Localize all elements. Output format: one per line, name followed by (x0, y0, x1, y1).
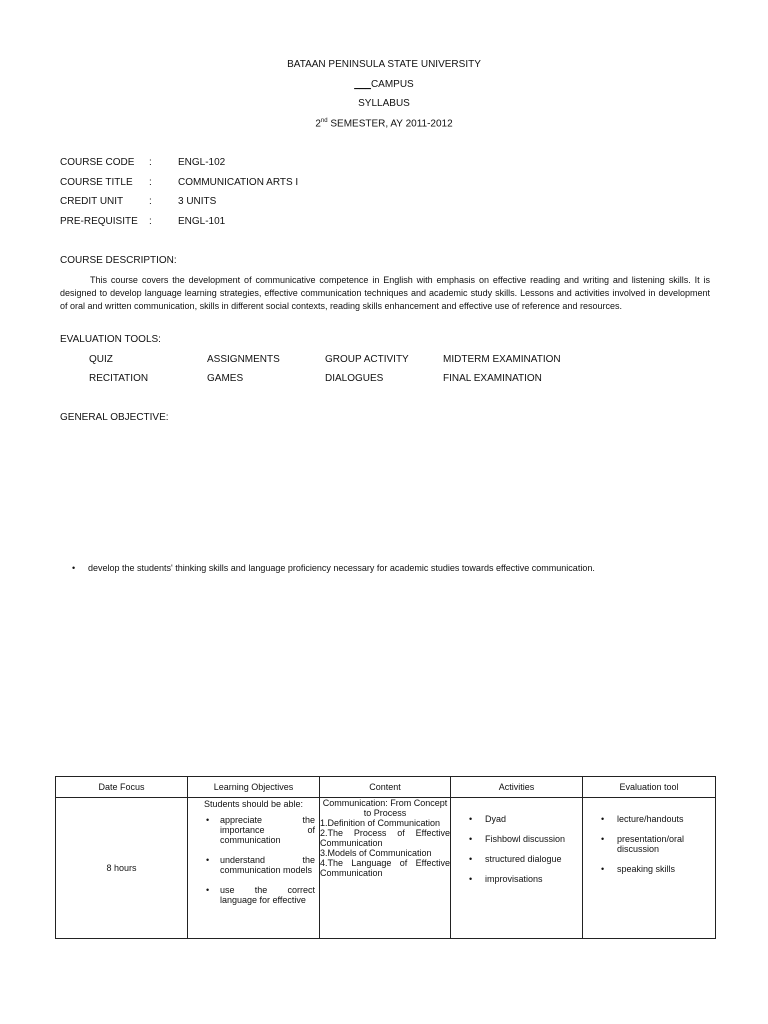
header-learning-objectives: Learning Objectives (188, 777, 320, 798)
credit-unit-colon: : (149, 196, 152, 207)
campus-label: CAMPUS (370, 79, 414, 90)
evaluation-tool: FINAL EXAMINATION (443, 373, 542, 384)
content-item: 4.The Language of Effective Communication (320, 858, 450, 878)
list-item: • Dyad (451, 814, 582, 824)
bullet-icon: • (72, 563, 76, 573)
document-type: SYLLABUS (358, 98, 410, 109)
learning-objectives-list (188, 815, 319, 905)
list-item: • appreciate the importance of communication (188, 815, 319, 845)
activities-cell (451, 798, 583, 939)
course-description-text: This course covers the development of communicative competence in English with emphasis on effective reading and writing and listening skills. It is designed to develop language learning strategies, effective communication techniques and academic study skills. Lessons and activities involved in development of oral and written communication, skills in different social contexts, reading skills enhancement and effective use of reference and resources. (60, 275, 710, 311)
campus-line (0, 79, 768, 90)
list-item: • Fishbowl discussion (451, 834, 582, 844)
evaluation-cell (583, 798, 716, 939)
course-code-colon: : (149, 157, 152, 168)
semester-line (0, 118, 768, 129)
syllabus-table (55, 776, 716, 939)
evaluation-tools-heading: EVALUATION TOOLS: (60, 334, 161, 345)
credit-unit-label: CREDIT UNIT (60, 196, 124, 207)
evaluation-tool: GAMES (207, 373, 244, 384)
table-header-row (56, 777, 716, 798)
evaluation-tool: GROUP ACTIVITY (325, 354, 409, 365)
course-code-label: COURSE CODE (60, 157, 135, 168)
content-title: Communication: From Concept to Process (322, 798, 448, 818)
evaluation-tool: QUIZ (89, 354, 113, 365)
learning-objectives-intro: Students should be able: (203, 799, 304, 809)
list-item: • use the correct language for effective (188, 885, 319, 905)
university-name: BATAAN PENINSULA STATE UNIVERSITY (287, 59, 481, 70)
learning-objectives-cell (188, 798, 320, 939)
content-item: 2.The Process of Effective Communication (320, 828, 450, 848)
content-cell (320, 798, 451, 939)
list-item: • understand the communication models (188, 855, 319, 875)
evaluation-tool: RECITATION (89, 373, 149, 384)
course-description-heading: COURSE DESCRIPTION: (60, 255, 177, 266)
general-objective-heading: GENERAL OBJECTIVE: (60, 412, 169, 423)
evaluation-tool: ASSIGNMENTS (207, 354, 280, 365)
date-focus-cell: 8 hours (56, 798, 188, 939)
course-title-label: COURSE TITLE (60, 177, 133, 188)
prerequisite-colon: : (149, 216, 152, 227)
prerequisite-label: PRE-REQUISITE (60, 216, 138, 227)
general-objective-item (72, 563, 595, 573)
content-item: 3.Models of Communication (320, 848, 432, 858)
list-item: • speaking skills (583, 864, 715, 874)
semester-number: 2 (315, 118, 321, 130)
prerequisite-value: ENGL-101 (178, 216, 226, 227)
general-objective-text: develop the students' thinking skills and language proficiency necessary for academic studies towards effective communication. (88, 563, 595, 573)
evaluation-list (583, 814, 715, 874)
table-row (56, 798, 716, 939)
list-item: • lecture/handouts (583, 814, 715, 824)
credit-unit-value: 3 UNITS (178, 196, 217, 207)
list-item: • presentation/oral discussion (583, 834, 715, 854)
header-evaluation-tool: Evaluation tool (583, 777, 716, 798)
activities-list (451, 814, 582, 884)
evaluation-tool: DIALOGUES (325, 373, 384, 384)
header-date-focus: Date Focus (56, 777, 188, 798)
content-item: 1.Definition of Communication (320, 818, 441, 828)
semester-text: SEMESTER, AY 2011-2012 (327, 118, 453, 130)
list-item: • improvisations (451, 874, 582, 884)
evaluation-tool: MIDTERM EXAMINATION (443, 354, 561, 365)
course-code-value: ENGL-102 (178, 157, 226, 168)
course-title-value: COMMUNICATION ARTS I (178, 177, 299, 188)
header-activities: Activities (451, 777, 583, 798)
list-item: • structured dialogue (451, 854, 582, 864)
semester-suffix: nd (320, 118, 328, 124)
header-content: Content (320, 777, 451, 798)
campus-blank: ___ (354, 79, 371, 90)
course-title-colon: : (149, 177, 152, 188)
